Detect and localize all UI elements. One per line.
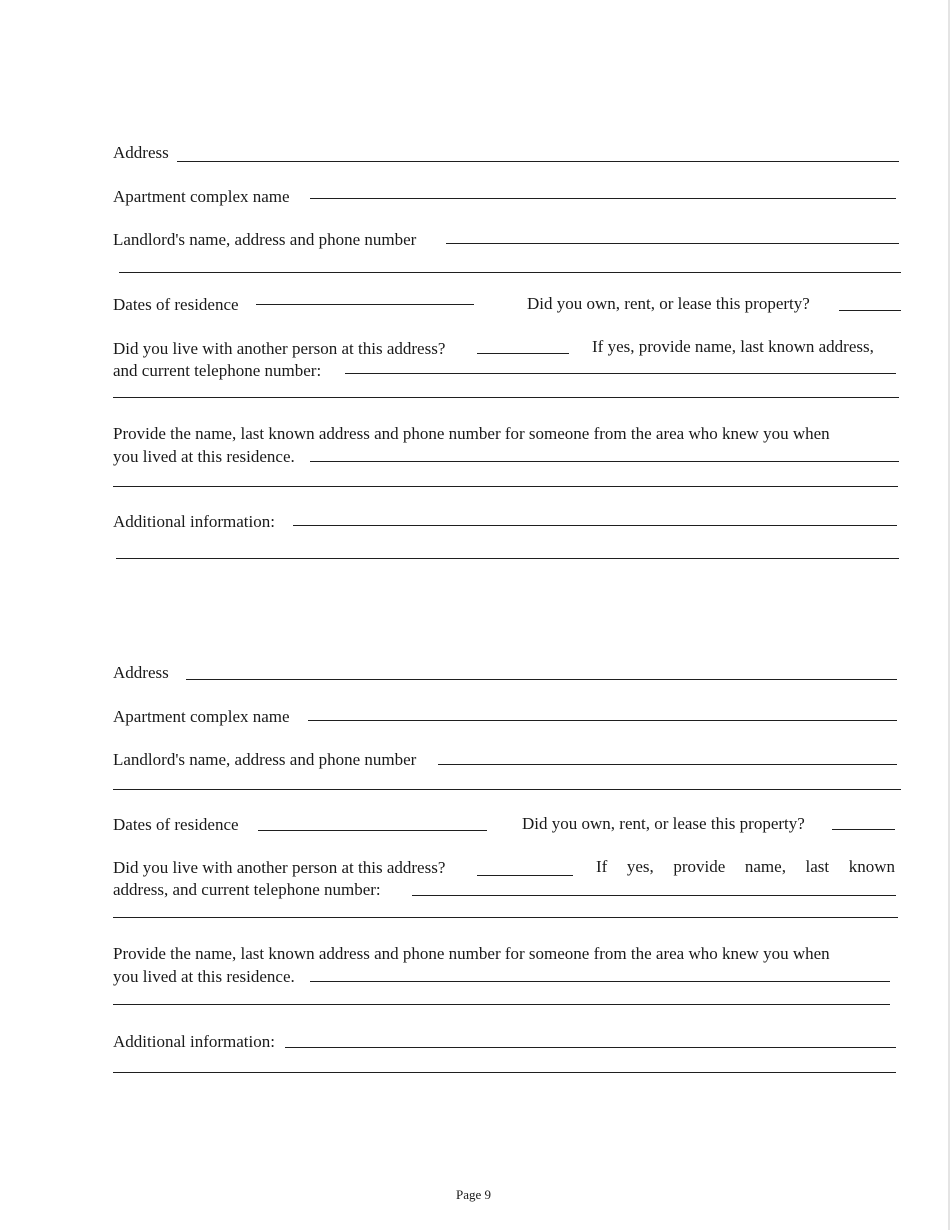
address-field[interactable] xyxy=(186,679,897,680)
landlord-field[interactable] xyxy=(446,243,899,244)
landlord-field-continued[interactable] xyxy=(113,789,901,790)
landlord-field[interactable] xyxy=(438,764,897,765)
provide-contact-continued-label: you lived at this residence. xyxy=(113,447,295,466)
if-yes-word: last xyxy=(805,857,830,876)
apartment-complex-label: Apartment complex name xyxy=(113,187,290,206)
additional-info-field[interactable] xyxy=(293,525,897,526)
live-with-label: Did you live with another person at this address? xyxy=(113,858,446,877)
dates-of-residence-field[interactable] xyxy=(258,830,487,831)
contact-person-field-continued[interactable] xyxy=(113,486,898,487)
dates-of-residence-label: Dates of residence xyxy=(113,295,239,314)
additional-info-field[interactable] xyxy=(285,1047,896,1048)
if-yes-label xyxy=(596,858,895,875)
if-yes-word: known xyxy=(848,857,895,876)
additional-info-field-continued[interactable] xyxy=(116,558,899,559)
apartment-complex-label: Apartment complex name xyxy=(113,707,290,726)
provide-contact-continued-label: you lived at this residence. xyxy=(113,967,295,986)
provide-contact-label: Provide the name, last known address and phone number for someone from the area who knew you when xyxy=(113,944,830,963)
dates-of-residence-label: Dates of residence xyxy=(113,815,239,834)
other-person-field-continued[interactable] xyxy=(113,917,898,918)
address-label: Address xyxy=(113,143,169,162)
own-rent-lease-field[interactable] xyxy=(832,829,895,830)
additional-info-label: Additional information: xyxy=(113,1032,275,1051)
if-yes-continued-label: address, and current telephone number: xyxy=(113,880,381,899)
additional-info-label: Additional information: xyxy=(113,512,275,531)
landlord-label: Landlord's name, address and phone number xyxy=(113,230,417,249)
dates-of-residence-field[interactable] xyxy=(256,304,474,305)
own-rent-lease-label: Did you own, rent, or lease this property? xyxy=(522,814,805,833)
if-yes-continued-label: and current telephone number: xyxy=(113,361,322,380)
if-yes-word: If xyxy=(596,857,608,876)
contact-person-field[interactable] xyxy=(310,981,890,982)
other-person-field-continued[interactable] xyxy=(113,397,899,398)
landlord-field-continued[interactable] xyxy=(119,272,901,273)
address-label: Address xyxy=(113,663,169,682)
if-yes-word: provide xyxy=(673,857,726,876)
additional-info-field-continued[interactable] xyxy=(113,1072,896,1073)
contact-person-field-continued[interactable] xyxy=(113,1004,890,1005)
page-number: Page 9 xyxy=(456,1187,492,1202)
contact-person-field[interactable] xyxy=(310,461,899,462)
provide-contact-label: Provide the name, last known address and phone number for someone from the area who knew you when xyxy=(113,424,830,443)
if-yes-label: If yes, provide name, last known address, xyxy=(592,337,874,356)
landlord-label: Landlord's name, address and phone number xyxy=(113,750,417,769)
own-rent-lease-label: Did you own, rent, or lease this property? xyxy=(527,294,810,313)
apartment-complex-field[interactable] xyxy=(310,198,896,199)
other-person-field[interactable] xyxy=(345,373,896,374)
own-rent-lease-field[interactable] xyxy=(839,310,901,311)
other-person-field[interactable] xyxy=(412,895,896,896)
live-with-field[interactable] xyxy=(477,353,569,354)
live-with-label: Did you live with another person at this address? xyxy=(113,339,446,358)
if-yes-word: yes, xyxy=(626,857,654,876)
if-yes-word: name, xyxy=(744,857,786,876)
address-field[interactable] xyxy=(177,161,899,162)
apartment-complex-field[interactable] xyxy=(308,720,897,721)
live-with-field[interactable] xyxy=(477,875,573,876)
